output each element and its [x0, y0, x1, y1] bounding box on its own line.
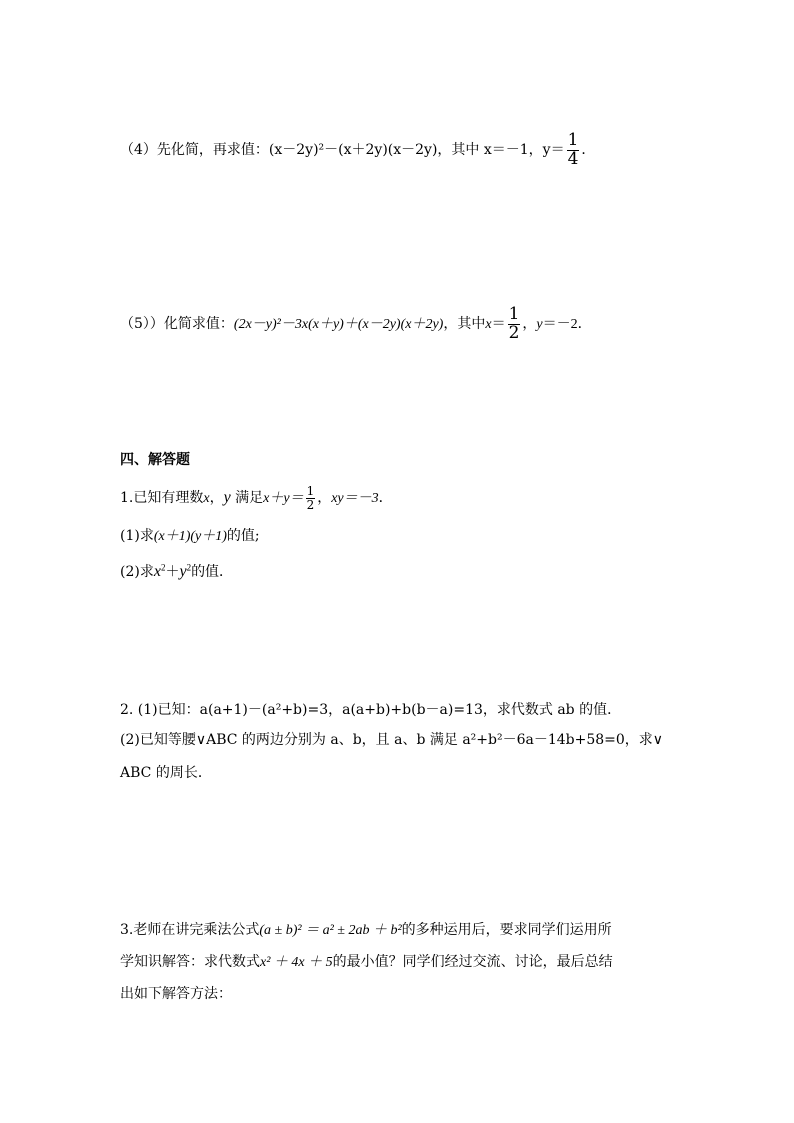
q5-fraction-denominator: 2 — [508, 322, 520, 343]
p1-prod-expr: xy＝－3 — [331, 491, 379, 506]
q5-mid: ，其中 — [443, 316, 486, 332]
p1-comma: ， — [209, 490, 224, 506]
q5-equals: ＝ — [491, 317, 506, 332]
p3-expression: x² ＋ 4x ＋ 5 — [260, 955, 333, 970]
p3-line2-start: 学知识解答：求代数式 — [120, 954, 260, 970]
problem-2-line-3: ABC 的周长． — [120, 765, 212, 781]
p1-sub2-x: x — [153, 563, 161, 580]
q4-fraction-denominator: 4 — [567, 148, 579, 169]
p3-line2-rest: 的最小值？同学们经过交流、讨论，最后总结 — [332, 954, 613, 970]
p1-sub2-plus: ＋ — [165, 565, 180, 580]
p1-y: y — [223, 489, 231, 506]
q4-suffix: ． — [581, 142, 596, 158]
p1-fraction — [306, 485, 316, 511]
q5-y-value: ＝－2． — [542, 317, 592, 332]
p1-sub2-label: (2)求 — [120, 564, 154, 580]
p1-fraction-denominator: 2 — [306, 497, 315, 512]
problem-1-sub-2 — [120, 562, 233, 583]
q4-text: （4）先化简，再求值：(x－2y)²－(x＋2y)(x－2y)，其中 x＝－1，y＝ — [120, 142, 565, 158]
problem-2-line-1: 2. (1)已知：a(a+1)－(a²+b)=3，a(a+b)+b(b－a)=13，求代数式 ab 的值． — [120, 702, 622, 718]
q4-fraction-numerator: 1 — [567, 129, 579, 150]
p1-sub1-label: (1)求 — [120, 528, 154, 544]
p3-intro: 3.老师在讲完乘法公式 — [120, 922, 260, 938]
question-4 — [120, 128, 595, 172]
problem-2-line-2: (2)已知等腰∨ABC 的两边分别为 a、b，且 a、b 满足 a²+b²－6a－14b+58=0，求∨ — [120, 732, 664, 748]
p1-sub1-expr: (x＋1)(y＋1) — [153, 529, 227, 544]
p1-sub2-x-exp: 2 — [160, 562, 166, 573]
problem-3-line-2 — [120, 952, 613, 973]
q5-sep: ， — [522, 316, 537, 332]
p1-sum-expr: x＋y＝ — [263, 491, 304, 506]
q5-fraction-numerator: 1 — [508, 303, 520, 324]
p1-sub2-end: 的值． — [191, 564, 234, 580]
q5-fraction — [508, 303, 521, 343]
q4-fraction — [567, 129, 580, 169]
p1-sub2-y-exp: 2 — [186, 562, 192, 573]
problem-1-sub-1 — [120, 526, 260, 547]
problem-3-line-1 — [120, 920, 612, 941]
p3-formula: (a ± b)² ＝ a² ± 2ab ＋ b² — [259, 923, 402, 938]
question-5 — [120, 302, 592, 346]
p1-satisfy: 满足 — [230, 490, 264, 506]
p1-sub1-end: 的值; — [226, 528, 260, 544]
q5-y-var: y — [536, 317, 543, 332]
p1-sub2-y: y — [179, 563, 187, 580]
p1-fraction-numerator: 1 — [306, 483, 315, 498]
p1-end: ． — [378, 490, 393, 506]
q5-prefix: （5））化简求值： — [120, 316, 234, 332]
section-heading: 四、解答题 — [120, 452, 190, 468]
problem-3-line-3: 出如下解答方法： — [120, 986, 232, 1002]
p3-line1-rest: 的多种运用后，要求同学们运用所 — [401, 922, 612, 938]
q5-x-var: x — [485, 317, 492, 332]
p1-intro: 1.已知有理数 — [120, 490, 204, 506]
q5-expression: (2x－y)²－3x(x＋y)＋(x－2y)(x＋2y) — [233, 317, 444, 332]
p1-sep: ， — [317, 490, 332, 506]
p1-x: x — [203, 491, 210, 506]
problem-1-line-1 — [120, 480, 393, 516]
